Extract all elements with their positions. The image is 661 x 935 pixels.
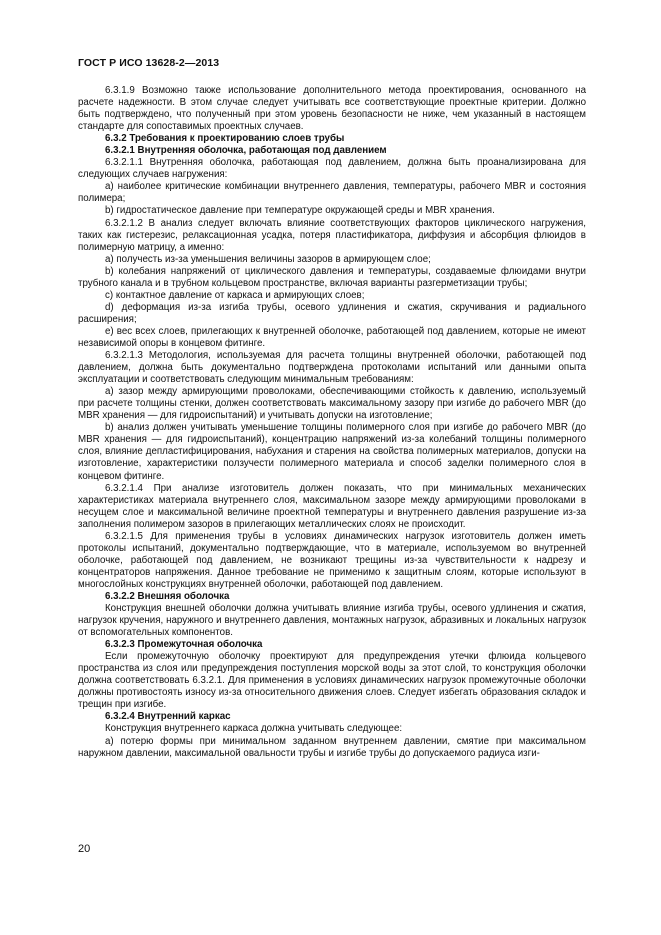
paragraph-6-3-2-1-1: 6.3.2.1.1 Внутренняя оболочка, работающая под давлением, должна быть проанализирована для следующих случаев нагружения: <box>78 157 586 181</box>
document-header: ГОСТ Р ИСО 13628-2—2013 <box>78 57 220 69</box>
paragraph-6-3-2-1-3: 6.3.2.1.3 Методология, используемая для расчета толщины внутренней оболочки, работающей под давлением, должна быть документально подтверждена протоколами испытаний или данными опыта эксплуатации и соответствовать следующим минимальным требованиям: <box>78 350 586 386</box>
paragraph-6-3-1-9: 6.3.1.9 Возможно также использование дополнительного метода проектирования, основанного на расчете надежности. В этом случае следует учитывать все соответствующие проектные критерии. Должно быть подтверждено, что полученный при этом уровень безопасности не ниже, чем указанный в настоящем стандарте для сопоставимых проектных случаев. <box>78 85 586 133</box>
heading-6-3-2-4: 6.3.2.4 Внутренний каркас <box>105 711 231 723</box>
heading-6-3-2-2: 6.3.2.2 Внешняя оболочка <box>105 590 230 602</box>
list-item-e: e) вес всех слоев, прилегающих к внутренней оболочке, работающей под давлением, которые не имеют независимой опоры в концевом фитинге. <box>78 325 586 349</box>
paragraph-outer-sheath: Конструкция внешней оболочки должна учитывать влияние изгиба трубы, осевого удлинения и сжатия, нагрузок кручения, наружного и внутреннего давления, монтажных нагрузок, абразивных и локальных нагрузок от вспомогательных компонентов. <box>78 603 586 639</box>
heading-6-3-2-1: 6.3.2.1 Внутренняя оболочка, работающая под давлением <box>105 145 387 157</box>
list-item-a: a) зазор между армирующими проволоками, обеспечивающими стойкость к давлению, используемый при расчете толщины стенки, должен соответствовать максимальному зазору при изгибе до рабочего MBR (до MBR хранения — для гидроиспытаний) и учитывать допуски на изготовление; <box>78 386 586 422</box>
paragraph-carcass-intro: Конструкция внутреннего каркаса должна учитывать следующее: <box>105 723 403 735</box>
document-body <box>78 85 586 760</box>
list-item-b: b) колебания напряжений от циклического давления и температуры, создаваемые флюидами внутри трубного канала и в трубном кольцевом пространстве, включая варианты разгерметизации трубы; <box>78 265 586 289</box>
paragraph-intermediate-sheath: Если промежуточную оболочку проектируют для предупреждения утечки флюида кольцевого пространства из слоя или предупреждения поступления морской воды за этот слой, то конструкция оболочки должна соответствовать 6.3.2.1. Для применения в условиях динамических нагрузок промежуточные оболочки должны противостоять износу из-за относительного движения слоев. Следует избегать образования складок и трещин при изгибе. <box>78 651 586 711</box>
list-item-a: а) потерю формы при минимальном заданном внутреннем давлении, смятие при максимальном наружном давлении, максимальной овальности трубы и изгибе трубы до допускаемого радиуса изги- <box>78 735 586 759</box>
heading-6-3-2: 6.3.2 Требования к проектированию слоев трубы <box>105 133 345 145</box>
paragraph-6-3-2-1-2: 6.3.2.1.2 В анализ следует включать влияние соответствующих факторов циклического нагружения, таких как гистерезис, релаксационная усадка, потеря пластификатора, диффузия и абсорбция флюидов в полимерную матрицу, а именно: <box>78 217 586 253</box>
paragraph-6-3-2-1-5: 6.3.2.1.5 Для применения трубы в условиях динамических нагрузок изготовитель должен иметь протоколы испытаний, документально подтверждающие, что в материале, используемом во внутренней оболочке, работающей под давлением, не возникают трещины из-за чувствительности к надрезу и концентраторов напряжения. Данное требование не применимо к защитным слоям, которые используют в многослойных конструкциях внутренней оболочки, работающей под давлением. <box>78 530 586 590</box>
paragraph-6-3-2-1-4: 6.3.2.1.4 При анализе изготовитель должен показать, что при минимальных механических характеристиках материала внутреннего слоя, максимальном зазоре между армирующими проволоками в несущем слое и максимальной величине проектной температуры и внутреннего давления разрушение из-за заполнения полимером зазоров в прилегающих металлических слоях не происходит. <box>78 482 586 530</box>
list-item-d: d) деформация из-за изгиба трубы, осевого удлинения и сжатия, скручивания и радиального расширения; <box>78 301 586 325</box>
list-item-c: c) контактное давление от каркаса и армирующих слоев; <box>105 289 365 301</box>
list-item-a: a) наиболее критические комбинации внутреннего давления, температуры, рабочего MBR и состояния полимера; <box>78 181 586 205</box>
page-number: 20 <box>78 843 91 855</box>
list-item-b: b) гидростатическое давление при температуре окружающей среды и MBR хранения. <box>105 205 495 217</box>
list-item-a: a) получесть из-за уменьшения величины зазоров в армирующем слое; <box>105 253 431 265</box>
heading-6-3-2-3: 6.3.2.3 Промежуточная оболочка <box>105 639 263 651</box>
list-item-b: b) анализ должен учитывать уменьшение толщины полимерного слоя при изгибе до рабочего MBR (до MBR хранения — для гидроиспытаний), концентрацию напряжений из-за колебаний толщины полимерного слоя, влияние депластифицирования, набухания и старения на свойства полимерных материалов, допуски на изготовление, характеристики ползучести полимерного материала и способ заделки полимерного слоя в концевом фитинге. <box>78 422 586 482</box>
